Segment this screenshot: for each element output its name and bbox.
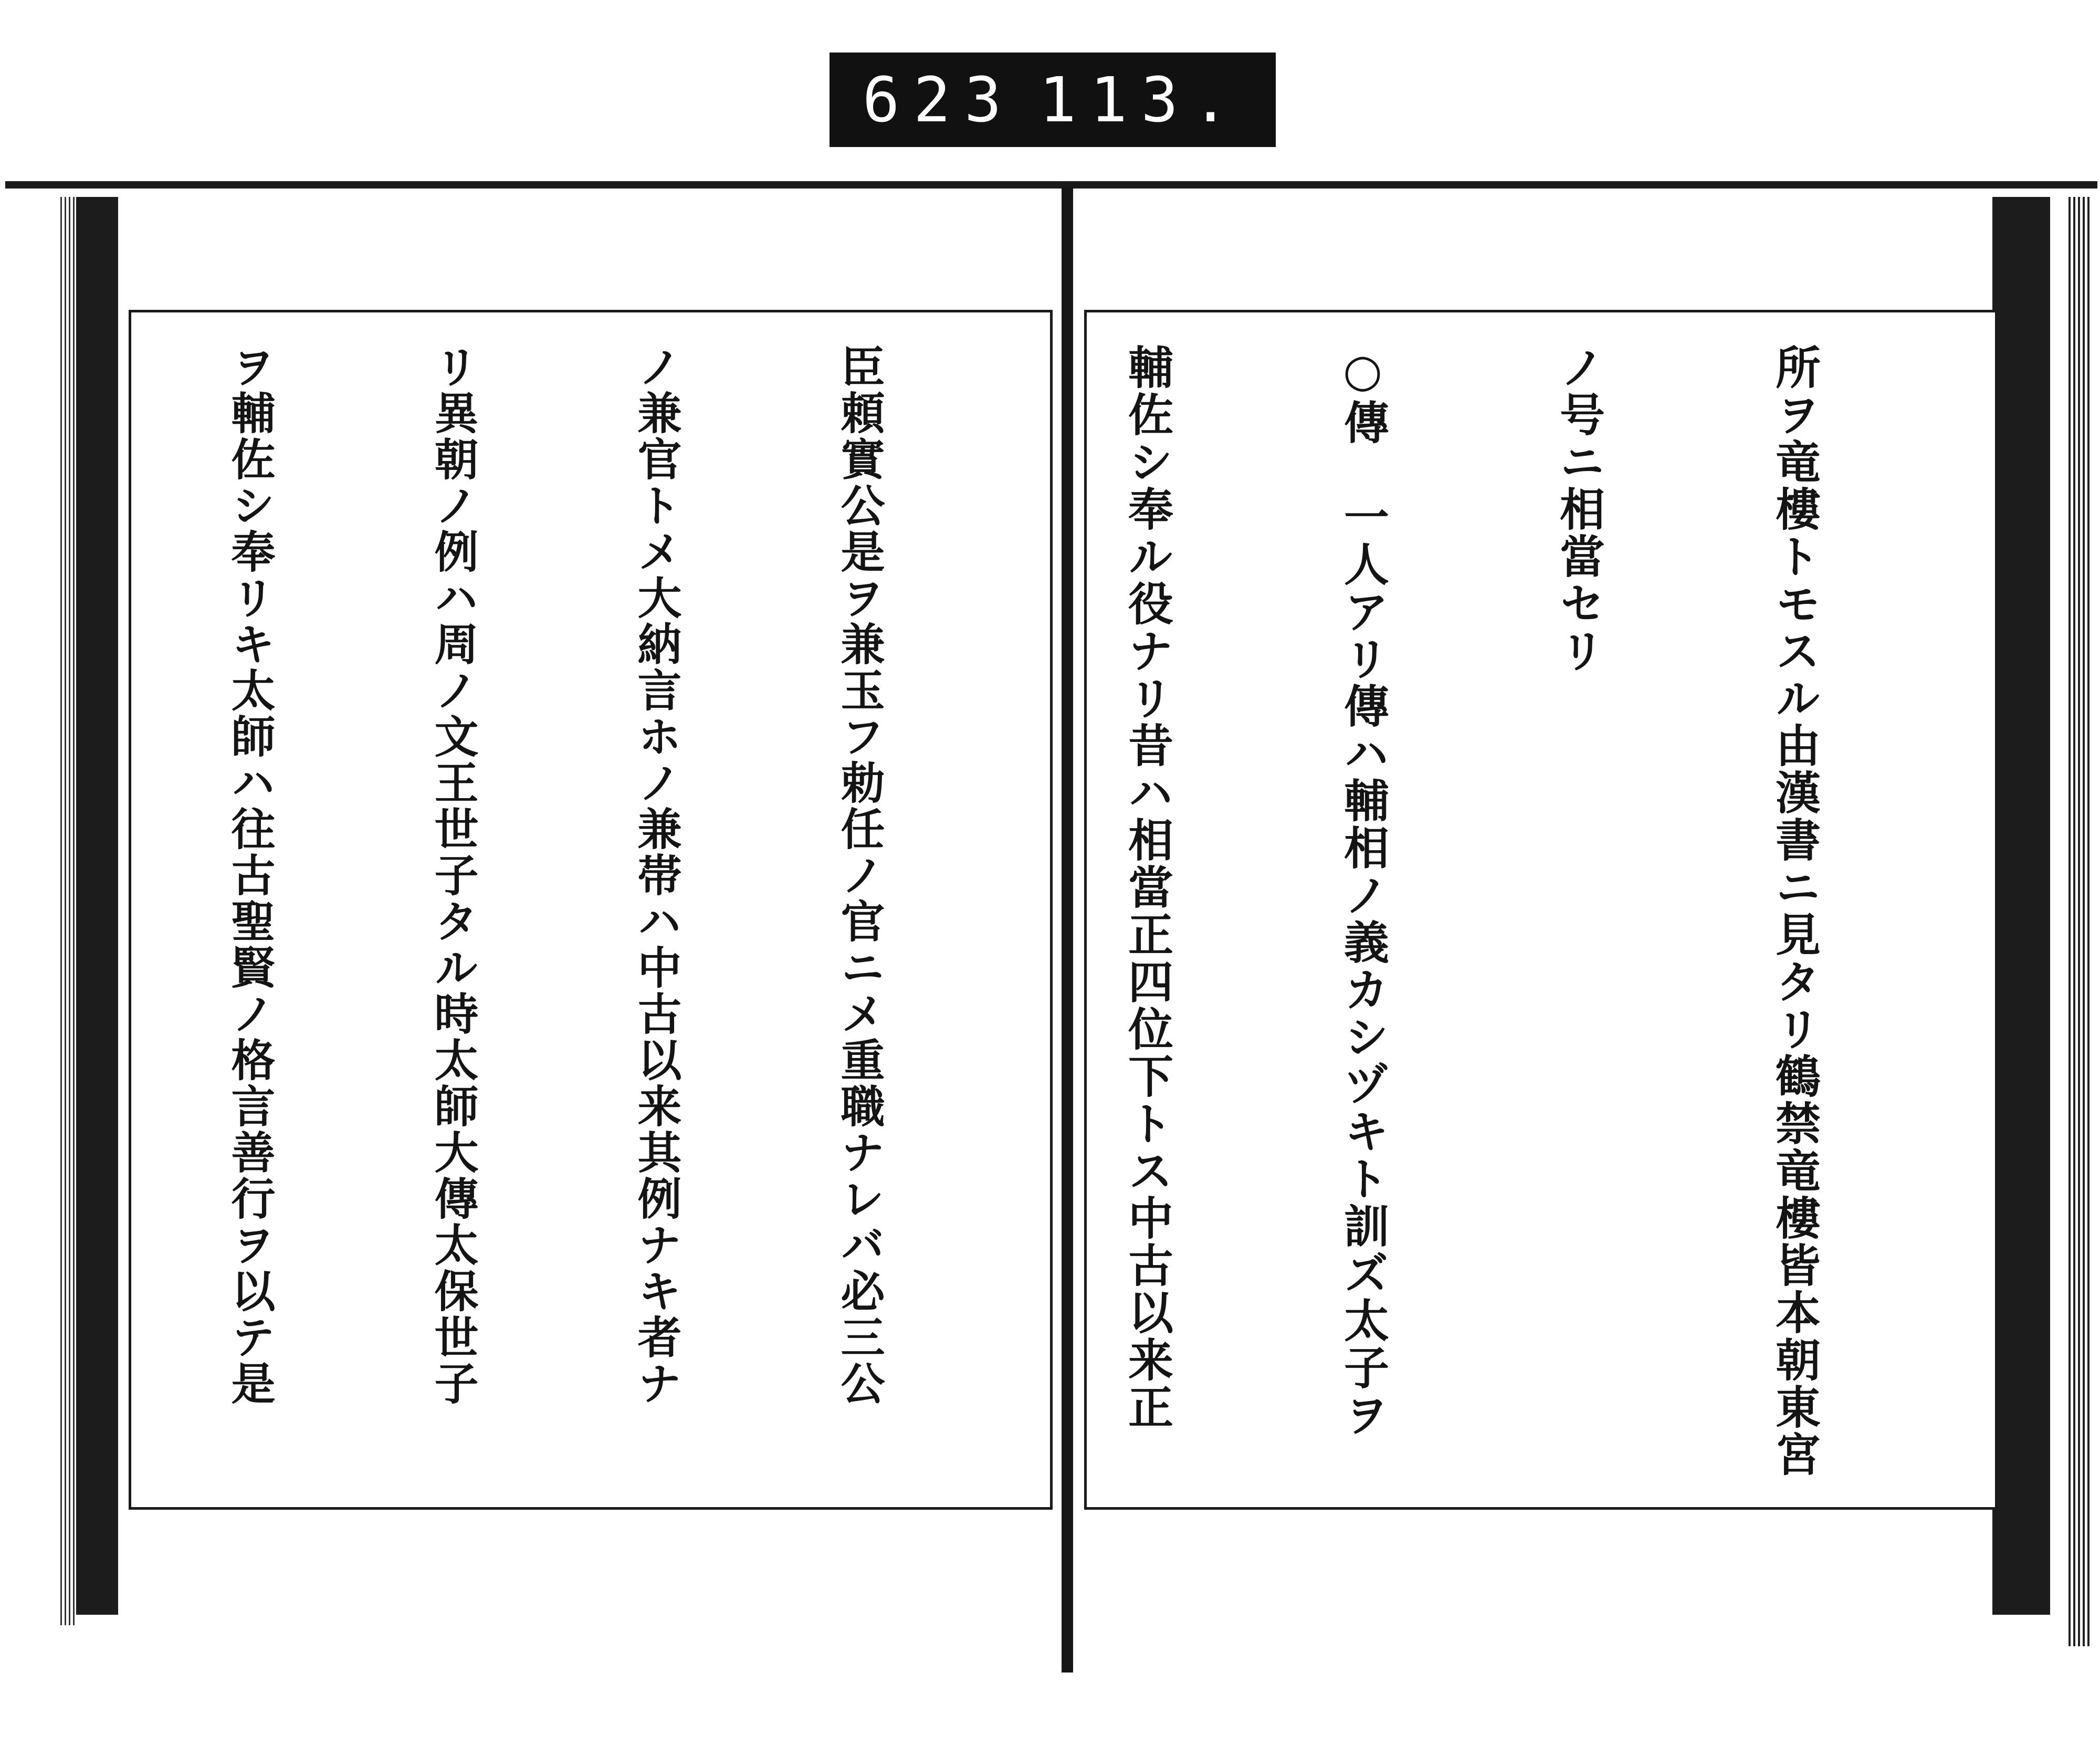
left-page-stack [60, 197, 75, 1625]
call-number-right: 113. [1039, 64, 1243, 136]
call-number-plate [830, 53, 1276, 147]
text-column: ノ兼官トメ大納言ホノ兼帯ハ中古以来其例ナキ者ナ [631, 344, 682, 1407]
text-column: ノ号ニ相當セリ [1552, 344, 1605, 675]
right-page-stack [2068, 197, 2090, 1646]
text-column: 所ヲ竜樓トモスル由漢書ニ見タリ鶴禁竜樓皆本朝東宮 [1768, 344, 1821, 1478]
text-column: ○傳 一人アリ傳ハ輔相ノ義カシヅキト訓ズ太子ヲ [1336, 344, 1389, 1439]
right-cover-edge [1992, 197, 2050, 1615]
book-top-edge [5, 181, 2097, 189]
call-number-left: 623 [862, 64, 1015, 136]
left-page [129, 310, 1053, 1510]
left-cover-edge [76, 197, 118, 1615]
text-column: 輔佐シ奉ル役ナリ昔ハ相當正四位下トス中古以来正 [1120, 344, 1173, 1431]
text-column: 臣頼實公是ヲ兼玉フ勅任ノ官ニメ重職ナレバ必三公 [834, 344, 886, 1407]
right-page [1084, 310, 1998, 1510]
text-column: リ異朝ノ例ハ周ノ文王世子タル時太師大傳太保世子 [427, 344, 479, 1407]
open-book [5, 181, 2097, 1673]
text-column: ヲ輔佐シ奉リキ太師ハ往古聖賢ノ格言善行ヲ以テ是 [224, 344, 276, 1407]
right-page-text [1113, 344, 1974, 1481]
book-gutter [1062, 186, 1073, 1673]
left-page-text [158, 344, 1029, 1481]
